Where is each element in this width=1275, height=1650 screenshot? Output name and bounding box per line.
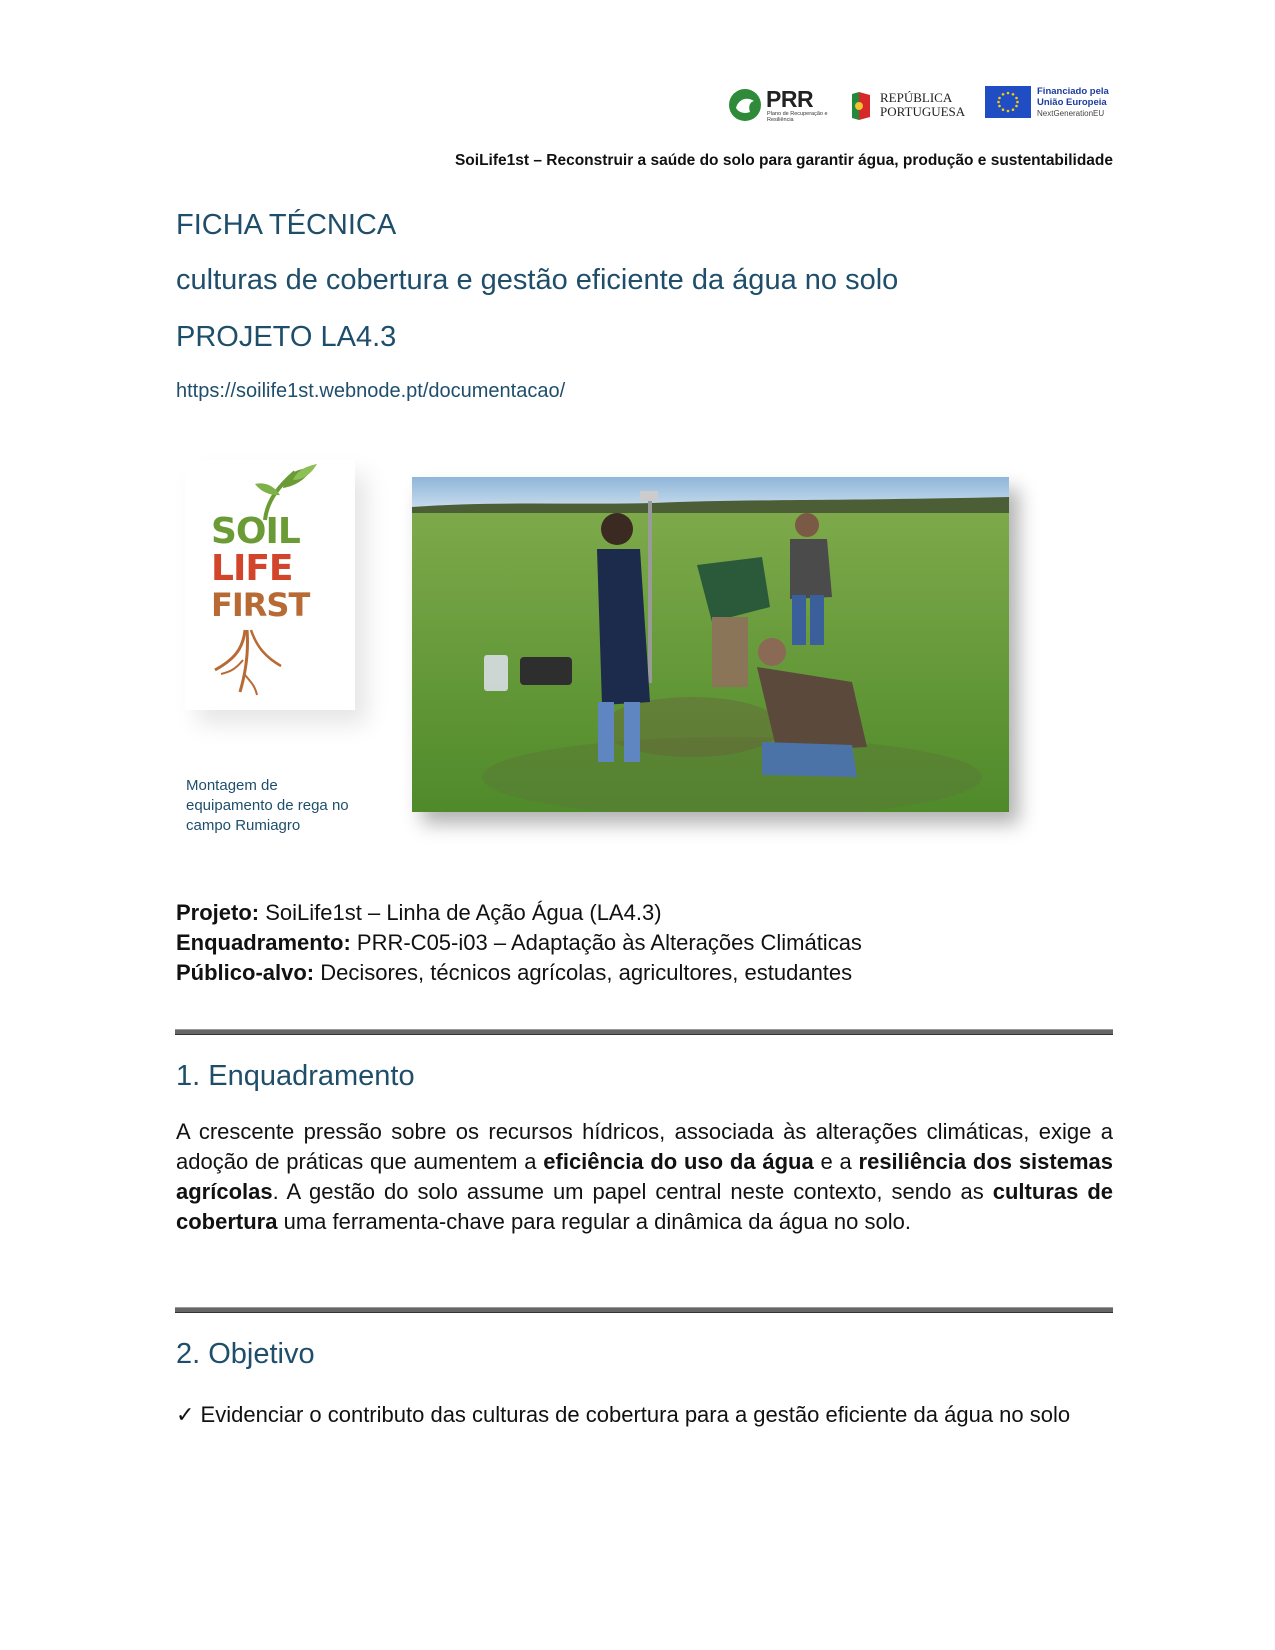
section-divider	[175, 1307, 1113, 1313]
header-subtitle: SoiLife1st – Reconstruir a saúde do solo para garantir água, produção e sustentabilidade	[454, 152, 1113, 169]
sec1-bold-3: culturas de cobertura	[176, 1179, 1113, 1234]
info-enquadramento	[176, 928, 862, 958]
section-1-title: 1. Enquadramento	[176, 1060, 415, 1092]
portugal-flag-icon	[850, 90, 872, 122]
sec1-text-1: A crescente pressão sobre os recursos hídricos, associada às alterações climáticas, exige a adoção de práticas que aumentem a	[176, 1119, 1113, 1174]
sec1-text-3: . A gestão do solo assume um papel central neste contexto, sendo as	[272, 1179, 993, 1204]
sec1-bold-2: resiliência dos sistemas agrícolas	[176, 1149, 1113, 1204]
publico-label: Público-alvo:	[176, 960, 315, 985]
section-2-title: 2. Objetivo	[176, 1338, 315, 1370]
projeto-value: SoiLife1st – Linha de Ação Água (LA4.3)	[259, 900, 662, 925]
logo-life: LIFE	[211, 548, 293, 589]
sec1-text-2: e a	[813, 1149, 859, 1174]
section-divider	[175, 1029, 1113, 1035]
prr-circle-icon	[728, 88, 762, 122]
field-photo	[412, 477, 1009, 812]
soil-life-first-logo	[185, 460, 355, 710]
publico-value: Decisores, técnicos agrícolas, agricultores, estudantes	[314, 960, 853, 985]
eu-flag-icon	[985, 86, 1031, 118]
check-icon: ✓	[176, 1403, 195, 1428]
document-title: FICHA TÉCNICA	[176, 209, 397, 241]
eu-line3: NextGenerationEU	[1037, 109, 1105, 118]
section-1-body	[176, 1117, 1113, 1237]
republica-line2: PORTUGUESA	[880, 104, 966, 119]
prr-title: PRR	[766, 86, 814, 112]
photo-caption: Montagem de equipamento de rega no campo Rumiagro	[186, 777, 349, 834]
objective-item	[176, 1400, 1113, 1431]
project-info	[176, 898, 862, 988]
enquadramento-label: Enquadramento:	[176, 930, 351, 955]
prr-subtitle: Plano de Recuperação e Resiliência	[767, 111, 828, 123]
projeto-label: Projeto:	[176, 900, 260, 925]
sec1-text-4: uma ferramenta-chave para regular a dinâmica da água no solo.	[277, 1209, 911, 1234]
eu-line1: Financiado pela	[1037, 86, 1109, 97]
republica-portuguesa-logo	[850, 88, 968, 124]
info-publico	[176, 958, 862, 988]
sec1-bold-1: eficiência do uso da água	[543, 1149, 814, 1174]
document-topic: culturas de cobertura e gestão eficiente da água no solo	[176, 264, 899, 296]
project-code: PROJETO LA4.3	[176, 321, 397, 353]
republica-line1: REPÚBLICA	[880, 90, 953, 105]
eu-funding-logo	[985, 86, 1115, 122]
eu-line2: União Europeia	[1037, 97, 1107, 108]
info-projeto	[176, 898, 862, 928]
logo-soil: SOIL	[211, 511, 300, 552]
objective-text: Evidenciar o contributo das culturas de cobertura para a gestão eficiente da água no solo	[194, 1402, 1071, 1427]
documentation-link[interactable]: https://soilife1st.webnode.pt/documentacao/	[176, 380, 566, 402]
enquadramento-value: PRR-C05-i03 – Adaptação às Alterações Climáticas	[350, 930, 862, 955]
field-photo-image	[412, 477, 1009, 812]
prr-logo	[728, 86, 836, 126]
logo-first: FIRST	[211, 586, 310, 624]
